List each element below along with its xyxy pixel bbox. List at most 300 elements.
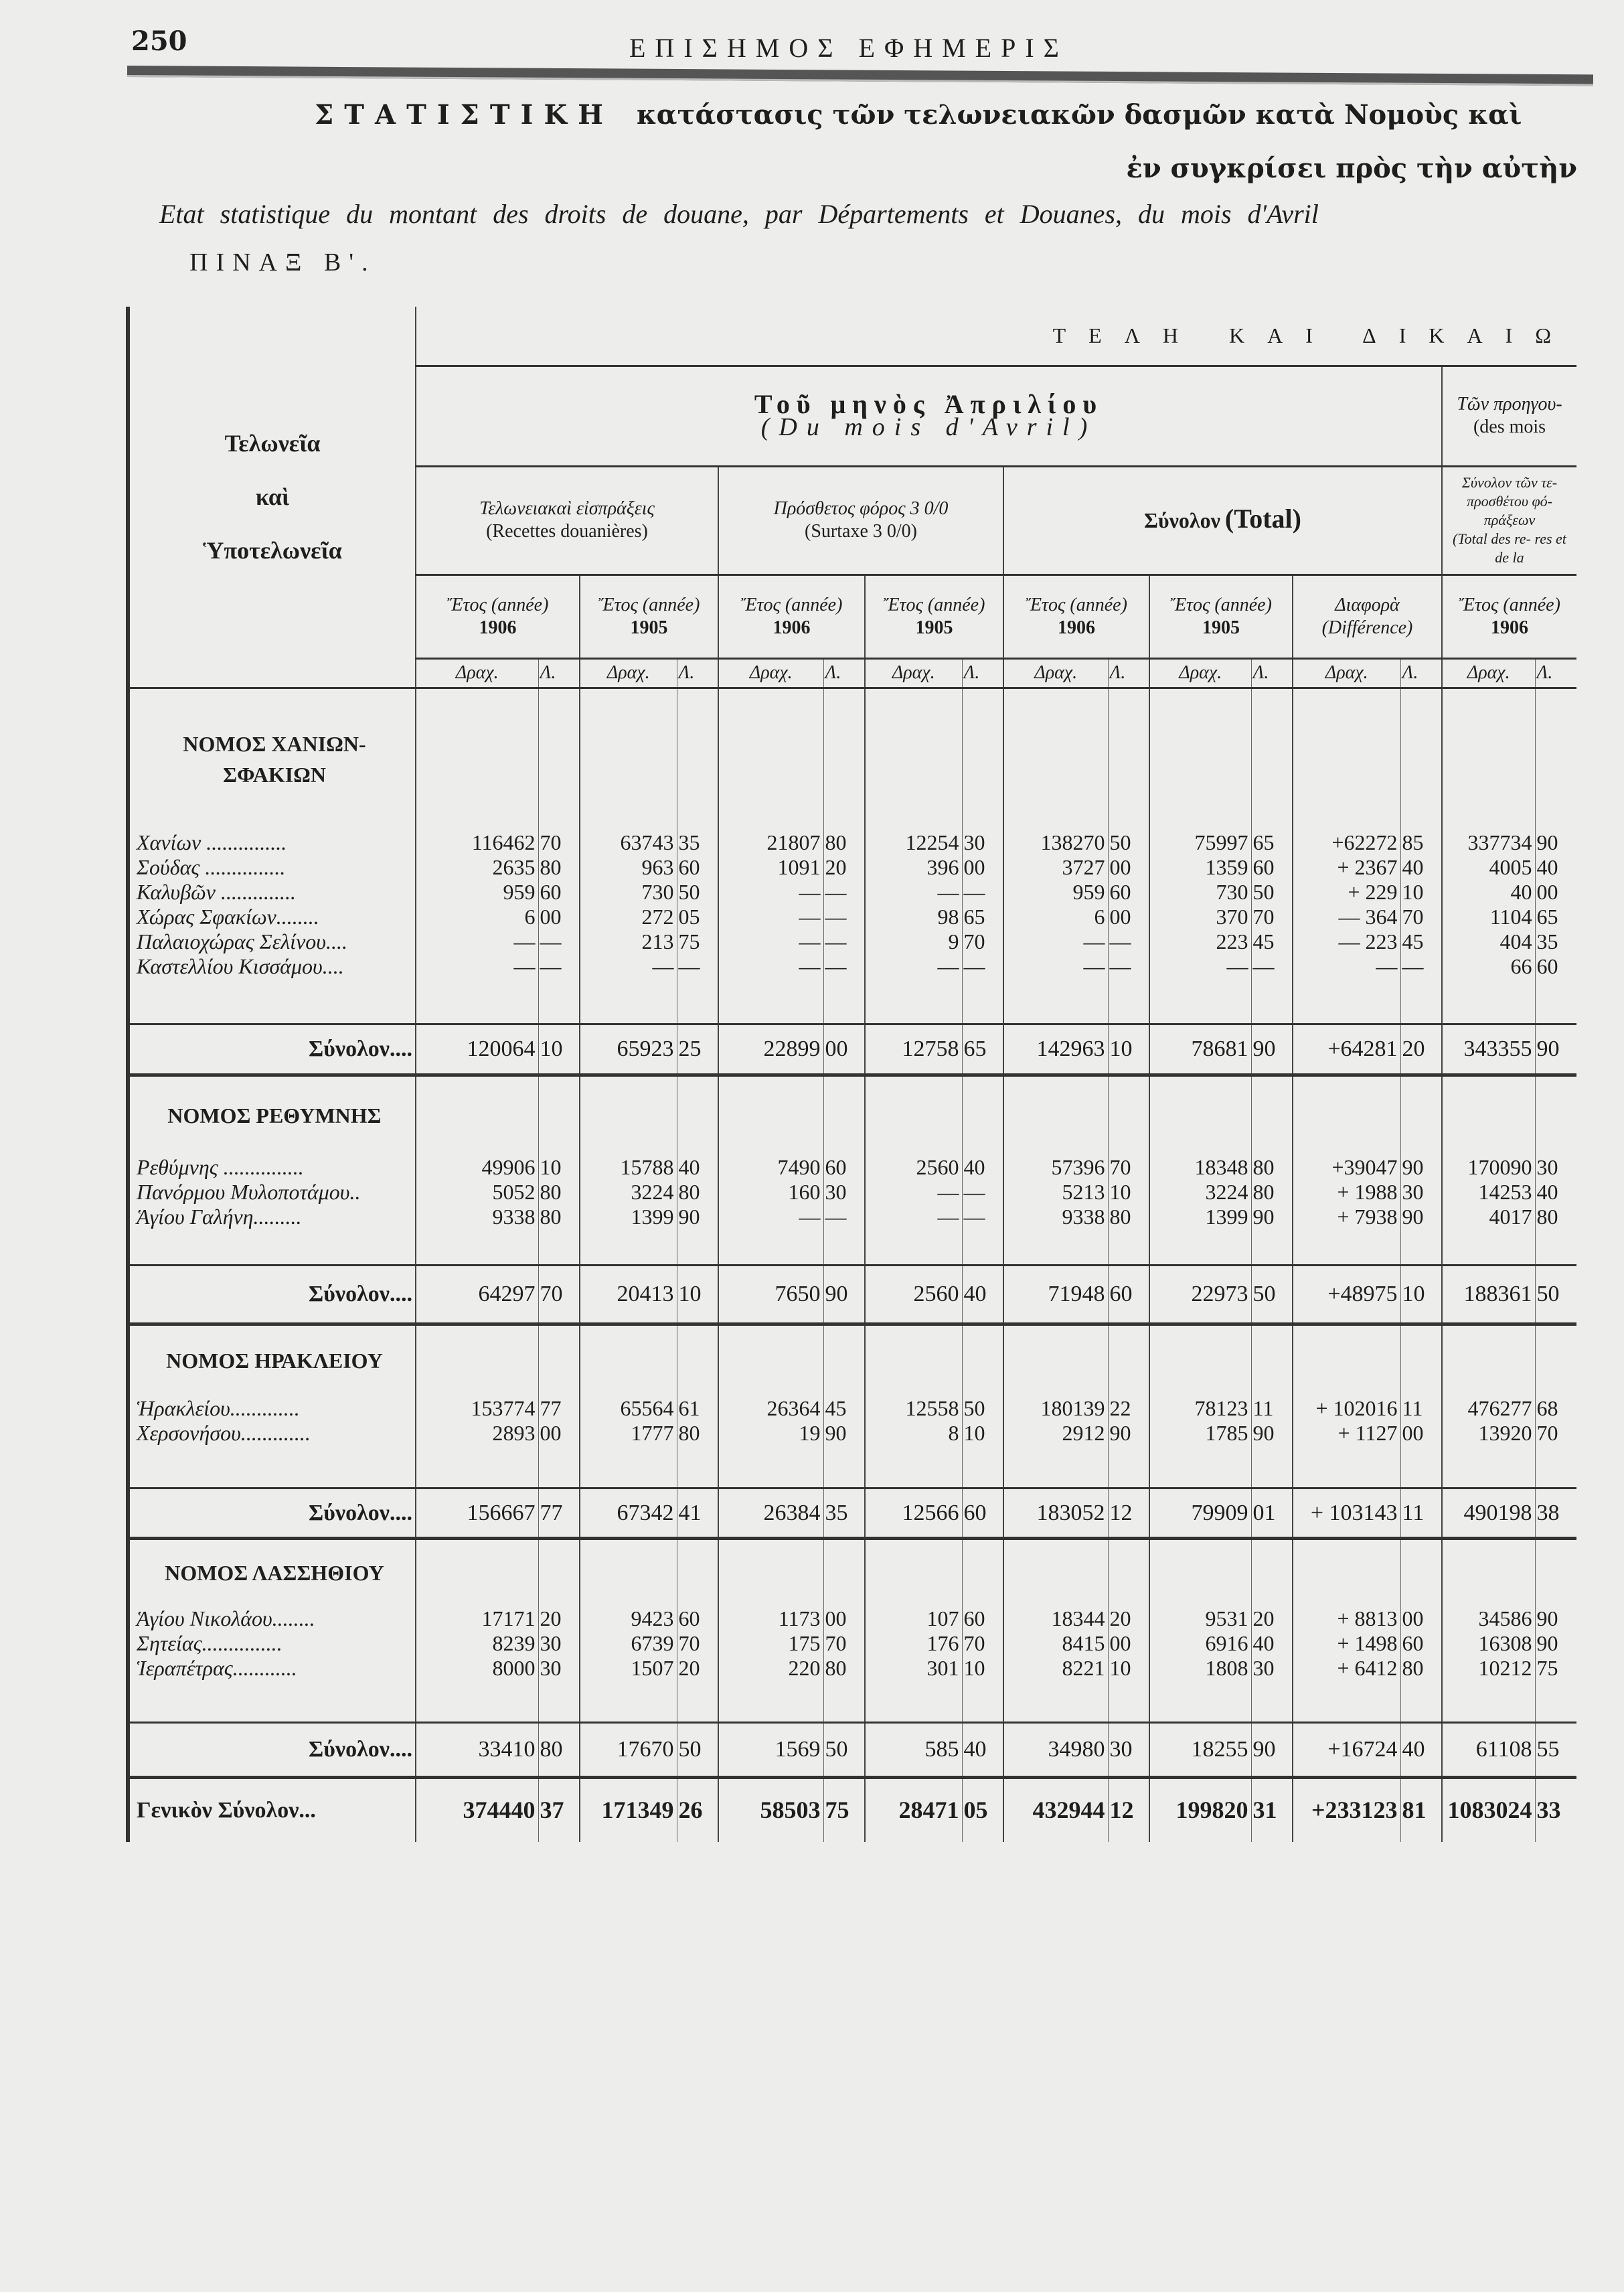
unit-lepta: Λ. (1400, 658, 1442, 688)
amount-lepta: 45 (823, 1396, 865, 1421)
amount-drachmas: 78123 (1149, 1396, 1251, 1421)
unit-drachma: Δραχ. (865, 658, 962, 688)
unit-lepta: Λ. (1108, 658, 1149, 688)
amount-lepta: 11 (1400, 1488, 1442, 1538)
amount-lepta: 20 (823, 855, 865, 880)
amount-drachmas: + 8813 (1293, 1606, 1400, 1631)
amount-lepta: 85 (1400, 830, 1442, 855)
spacer-row (128, 979, 1576, 1024)
header-recettes-greek: Τελωνειακαὶ εἰσπράξεις (479, 498, 655, 519)
amount-lepta: 33 (1535, 1777, 1576, 1842)
customs-office-name: Χώρας Σφακίων........ (128, 905, 416, 929)
customs-office-name: Ρεθύμνης ............... (128, 1155, 416, 1180)
amount-drachmas: 8 (865, 1421, 962, 1446)
amount-drachmas: +48975 (1293, 1265, 1400, 1324)
amount-drachmas: 21807 (718, 830, 823, 855)
amount-drachmas: 2893 (416, 1421, 538, 1446)
amount-drachmas: 98 (865, 905, 962, 929)
amount-drachmas: 585 (865, 1722, 962, 1777)
amount-drachmas: 3727 (1003, 855, 1108, 880)
amount-lepta: 90 (1400, 1205, 1442, 1229)
row-header-line-1: Τελωνεῖα (224, 429, 321, 457)
amount-drachmas: 301 (865, 1656, 962, 1681)
amount-drachmas: 170090 (1442, 1155, 1535, 1180)
amount-drachmas: +233123 (1293, 1777, 1400, 1842)
amount-lepta: 61 (677, 1396, 718, 1421)
amount-drachmas: 28471 (865, 1777, 962, 1842)
amount-lepta: 80 (538, 1205, 580, 1229)
amount-drachmas: — (1003, 929, 1108, 954)
amount-lepta: 00 (538, 1421, 580, 1446)
unit-lepta: Λ. (677, 658, 718, 688)
amount-lepta: 90 (1251, 1205, 1293, 1229)
amount-drachmas: 1091 (718, 855, 823, 880)
amount-drachmas: 5213 (1003, 1180, 1108, 1205)
amount-lepta: 90 (1108, 1421, 1149, 1446)
customs-office-name: Σούδας ............... (128, 855, 416, 880)
amount-drachmas: 2560 (865, 1155, 962, 1180)
amount-lepta: 10 (962, 1421, 1003, 1446)
header-month-french: (Du mois d'Avril) (760, 413, 1097, 441)
amount-drachmas: 4005 (1442, 855, 1535, 880)
amount-lepta: — (962, 1180, 1003, 1205)
amount-drachmas: — (416, 954, 538, 979)
amount-lepta: 70 (962, 1631, 1003, 1656)
amount-lepta: 90 (1251, 1024, 1293, 1075)
amount-drachmas: 22973 (1149, 1265, 1251, 1324)
amount-drachmas: 6 (1003, 905, 1108, 929)
amount-drachmas: +39047 (1293, 1155, 1400, 1180)
amount-drachmas: + 1988 (1293, 1180, 1400, 1205)
customs-office-name: Χανίων ............... (128, 830, 416, 855)
header-previous-total-french: (Total des re- res et de la (1453, 530, 1566, 566)
table-row (128, 855, 1576, 880)
amount-lepta: 30 (1400, 1180, 1442, 1205)
amount-lepta: 80 (538, 855, 580, 880)
amount-drachmas: 12758 (865, 1024, 962, 1075)
amount-drachmas: — (1003, 954, 1108, 979)
table-row (128, 954, 1576, 979)
amount-lepta: 70 (823, 1631, 865, 1656)
amount-drachmas: 176 (865, 1631, 962, 1656)
amount-lepta: 40 (1535, 855, 1576, 880)
header-surtaxe-greek: Πρόσθετος φόρος 3 0/0 (773, 498, 949, 519)
table-title (315, 99, 1522, 131)
amount-drachmas: 1808 (1149, 1656, 1251, 1681)
amount-lepta: 05 (677, 905, 718, 929)
amount-drachmas: 6 (416, 905, 538, 929)
amount-drachmas: 12566 (865, 1488, 962, 1538)
unit-lepta: Λ. (538, 658, 580, 688)
customs-office-name: Πανόρμου Μυλοποτάμου.. (128, 1180, 416, 1205)
amount-drachmas: 9531 (1149, 1606, 1251, 1631)
amount-lepta: 50 (1251, 1265, 1293, 1324)
amount-lepta: — (1251, 954, 1293, 979)
table-row (128, 1421, 1576, 1446)
amount-lepta: 10 (962, 1656, 1003, 1681)
header-month-greek: Τοῦ μηνὸς Ἀπριλίου (754, 389, 1104, 419)
department-total-row (128, 1265, 1576, 1324)
amount-lepta: 12 (1108, 1777, 1149, 1842)
header-year-value: 1906 (1058, 617, 1095, 638)
amount-lepta: — (823, 905, 865, 929)
amount-lepta: 10 (1108, 1180, 1149, 1205)
table-row (128, 880, 1576, 905)
amount-lepta: 80 (677, 1421, 718, 1446)
header-year-label: Ἔτος (année) (1459, 594, 1560, 615)
section-heading-row (128, 1324, 1576, 1396)
amount-lepta: 77 (538, 1396, 580, 1421)
amount-drachmas: 64297 (416, 1265, 538, 1324)
amount-drachmas: 183052 (1003, 1488, 1108, 1538)
amount-lepta: 31 (1251, 1777, 1293, 1842)
header-year-cell (416, 575, 580, 658)
header-previous-months (1442, 366, 1576, 466)
amount-lepta: 11 (1251, 1396, 1293, 1421)
amount-lepta: 40 (677, 1155, 718, 1180)
customs-office-name: Καστελλίου Κισσάμου.... (128, 954, 416, 979)
amount-drachmas: + 6412 (1293, 1656, 1400, 1681)
amount-lepta: 20 (1400, 1024, 1442, 1075)
header-year-value: 1906 (773, 617, 811, 638)
total-label: Σύνολον.... (128, 1024, 416, 1075)
header-year-label: Ἔτος (année) (1026, 594, 1127, 615)
amount-drachmas: 1173 (718, 1606, 823, 1631)
header-year-cell (1442, 575, 1576, 658)
header-recettes (416, 466, 718, 575)
amount-lepta: 01 (1251, 1488, 1293, 1538)
customs-office-name: Χερσονήσου............. (128, 1421, 416, 1446)
amount-lepta: 80 (1108, 1205, 1149, 1229)
amount-drachmas: — (718, 905, 823, 929)
amount-lepta: 00 (1108, 855, 1149, 880)
amount-drachmas: 1569 (718, 1722, 823, 1777)
amount-drachmas: 75997 (1149, 830, 1251, 855)
amount-lepta: 00 (823, 1024, 865, 1075)
amount-lepta: 10 (1400, 880, 1442, 905)
table-row (128, 1205, 1576, 1229)
header-month (416, 366, 1442, 466)
amount-drachmas: 18348 (1149, 1155, 1251, 1180)
amount-lepta: 40 (1400, 1722, 1442, 1777)
amount-drachmas: 7490 (718, 1155, 823, 1180)
amount-drachmas: 120064 (416, 1024, 538, 1075)
amount-drachmas: 175 (718, 1631, 823, 1656)
amount-lepta: — (962, 880, 1003, 905)
amount-lepta: 25 (677, 1024, 718, 1075)
amount-lepta: — (538, 929, 580, 954)
amount-drachmas: 34586 (1442, 1606, 1535, 1631)
spacer-row (128, 1681, 1576, 1722)
amount-lepta: 80 (823, 1656, 865, 1681)
amount-drachmas: 3224 (1149, 1180, 1251, 1205)
row-header-line-3: Ὑποτελωνεῖα (203, 536, 342, 564)
customs-office-name: Καλυβῶν .............. (128, 880, 416, 905)
header-surtaxe (718, 466, 1003, 575)
customs-duties-table (126, 307, 1576, 1842)
amount-drachmas: +64281 (1293, 1024, 1400, 1075)
amount-drachmas: 4017 (1442, 1205, 1535, 1229)
amount-drachmas: 370 (1149, 905, 1251, 929)
section-heading-row (128, 1538, 1576, 1606)
header-year-cell (865, 575, 1003, 658)
amount-lepta: 60 (1108, 1265, 1149, 1324)
amount-lepta: 00 (538, 905, 580, 929)
amount-lepta: 35 (677, 830, 718, 855)
amount-drachmas: + 2367 (1293, 855, 1400, 880)
amount-drachmas: 2560 (865, 1265, 962, 1324)
amount-drachmas: 1104 (1442, 905, 1535, 929)
title-caps: ΣΤΑΤΙΣΤΙΚΗ (315, 99, 614, 131)
amount-drachmas: + 1498 (1293, 1631, 1400, 1656)
header-year-value: 1906 (1491, 617, 1528, 638)
amount-drachmas: 17171 (416, 1606, 538, 1631)
amount-lepta: 80 (538, 1722, 580, 1777)
amount-drachmas: 959 (1003, 880, 1108, 905)
amount-lepta: 60 (823, 1155, 865, 1180)
row-header (128, 307, 416, 688)
header-year-label: Διαφορὰ (1335, 594, 1400, 615)
row-header-line-2: καὶ (255, 483, 290, 510)
amount-drachmas: 171349 (580, 1777, 677, 1842)
amount-drachmas: 26364 (718, 1396, 823, 1421)
amount-drachmas: 396 (865, 855, 962, 880)
unit-drachma: Δραχ. (1442, 658, 1535, 688)
amount-drachmas: 58503 (718, 1777, 823, 1842)
amount-drachmas: + 229 (1293, 880, 1400, 905)
amount-lepta: 00 (1108, 905, 1149, 929)
amount-drachmas: 65923 (580, 1024, 677, 1075)
header-year-label: Ἔτος (année) (740, 594, 843, 615)
amount-lepta: 65 (1251, 830, 1293, 855)
spacer-row (128, 1446, 1576, 1488)
table-row (128, 830, 1576, 855)
amount-drachmas: 476277 (1442, 1396, 1535, 1421)
amount-drachmas: 9338 (416, 1205, 538, 1229)
amount-lepta: 70 (1108, 1155, 1149, 1180)
customs-office-name: Ἱεραπέτρας............ (128, 1656, 416, 1681)
amount-drachmas: — 223 (1293, 929, 1400, 954)
amount-lepta: 00 (962, 855, 1003, 880)
amount-lepta: 60 (1251, 855, 1293, 880)
amount-lepta: 30 (823, 1180, 865, 1205)
amount-drachmas: — (1149, 954, 1251, 979)
amount-drachmas: 9338 (1003, 1205, 1108, 1229)
title-line-2: ἐν συγκρίσει πρὸς τὴν αὐτὴν (1126, 153, 1577, 184)
amount-lepta: 40 (1251, 1631, 1293, 1656)
amount-lepta: 90 (1535, 1631, 1576, 1656)
amount-drachmas: 15788 (580, 1155, 677, 1180)
section-heading-row (128, 688, 1576, 830)
amount-lepta: 50 (677, 880, 718, 905)
amount-drachmas: 213 (580, 929, 677, 954)
table-label: ΠΙΝΑΞ Β'. (189, 248, 376, 277)
amount-lepta: 70 (677, 1631, 718, 1656)
amount-drachmas: 3224 (580, 1180, 677, 1205)
unit-drachma: Δραχ. (1149, 658, 1251, 688)
amount-drachmas: 7650 (718, 1265, 823, 1324)
header-previous-french: (des mois (1473, 416, 1546, 437)
amount-lepta: 10 (538, 1155, 580, 1180)
amount-drachmas: 730 (580, 880, 677, 905)
amount-drachmas: 1777 (580, 1421, 677, 1446)
header-year-cell (1293, 575, 1442, 658)
amount-drachmas: 180139 (1003, 1396, 1108, 1421)
amount-lepta: — (962, 954, 1003, 979)
amount-drachmas: 65564 (580, 1396, 677, 1421)
amount-drachmas: + 102016 (1293, 1396, 1400, 1421)
amount-drachmas: — (865, 880, 962, 905)
department-title: ΝΟΜΟΣ ΗΡΑΚΛΕΙΟΥ (128, 1324, 416, 1396)
department-title: ΝΟΜΟΣ ΡΕΘΥΜΝΗΣ (128, 1075, 416, 1155)
amount-drachmas: — (718, 929, 823, 954)
table-row (128, 1656, 1576, 1681)
header-year-cell (1003, 575, 1149, 658)
amount-lepta: 80 (1251, 1180, 1293, 1205)
amount-lepta: 60 (538, 880, 580, 905)
amount-lepta: 65 (962, 905, 1003, 929)
section-heading-row (128, 1075, 1576, 1155)
amount-lepta: 55 (1535, 1722, 1576, 1777)
header-year-value: 1905 (915, 617, 953, 638)
amount-drachmas: 19 (718, 1421, 823, 1446)
table-row (128, 1180, 1576, 1205)
amount-drachmas: — (1293, 954, 1400, 979)
amount-lepta: 45 (1251, 929, 1293, 954)
amount-lepta: 70 (538, 1265, 580, 1324)
amount-drachmas: 490198 (1442, 1488, 1535, 1538)
amount-drachmas: 8000 (416, 1656, 538, 1681)
amount-drachmas: 1083024 (1442, 1777, 1535, 1842)
amount-drachmas: 138270 (1003, 830, 1108, 855)
unit-lepta: Λ. (1535, 658, 1576, 688)
amount-lepta: 70 (1251, 905, 1293, 929)
amount-drachmas: — (865, 954, 962, 979)
header-surtaxe-french: (Surtaxe 3 0/0) (805, 521, 917, 542)
amount-lepta: 75 (1535, 1656, 1576, 1681)
amount-drachmas: 107 (865, 1606, 962, 1631)
amount-lepta: 90 (1400, 1155, 1442, 1180)
amount-lepta: 90 (1251, 1421, 1293, 1446)
unit-drachma: Δραχ. (416, 658, 538, 688)
customs-office-name: Ἁγίου Νικολάου........ (128, 1606, 416, 1631)
amount-drachmas: 963 (580, 855, 677, 880)
amount-lepta: — (538, 954, 580, 979)
amount-lepta: 00 (1400, 1421, 1442, 1446)
amount-lepta: 80 (823, 830, 865, 855)
amount-lepta: 30 (1251, 1656, 1293, 1681)
amount-lepta: 60 (677, 1606, 718, 1631)
header-year-label: Ἔτος (année) (598, 594, 700, 615)
amount-lepta: 50 (1251, 880, 1293, 905)
table-row (128, 905, 1576, 929)
amount-drachmas: — (718, 880, 823, 905)
amount-drachmas: + 7938 (1293, 1205, 1400, 1229)
header-year-cell (718, 575, 865, 658)
amount-drachmas: 142963 (1003, 1024, 1108, 1075)
amount-drachmas: 116462 (416, 830, 538, 855)
amount-lepta: 40 (962, 1722, 1003, 1777)
amount-lepta: 50 (677, 1722, 718, 1777)
amount-lepta: 40 (962, 1265, 1003, 1324)
amount-lepta: 10 (538, 1024, 580, 1075)
amount-lepta: 70 (1400, 905, 1442, 929)
total-label: Σύνολον.... (128, 1488, 416, 1538)
amount-lepta: 90 (677, 1205, 718, 1229)
amount-lepta: 20 (677, 1656, 718, 1681)
amount-drachmas: + 1127 (1293, 1421, 1400, 1446)
amount-drachmas: 16308 (1442, 1631, 1535, 1656)
amount-lepta: 80 (1251, 1155, 1293, 1180)
customs-office-name: Ἁγίου Γαλήνη......... (128, 1205, 416, 1229)
amount-drachmas: 959 (416, 880, 538, 905)
amount-drachmas: 79909 (1149, 1488, 1251, 1538)
amount-drachmas: 337734 (1442, 830, 1535, 855)
amount-lepta: 50 (962, 1396, 1003, 1421)
header-year-value: 1906 (479, 617, 517, 638)
unit-drachma: Δραχ. (718, 658, 823, 688)
amount-lepta: 00 (1535, 880, 1576, 905)
header-year-label: Ἔτος (année) (883, 594, 985, 615)
amount-lepta: 50 (1108, 830, 1149, 855)
department-total-row (128, 1488, 1576, 1538)
amount-drachmas: 13920 (1442, 1421, 1535, 1446)
amount-drachmas: 1359 (1149, 855, 1251, 880)
amount-drachmas: 8221 (1003, 1656, 1108, 1681)
amount-lepta: 30 (1535, 1155, 1576, 1180)
amount-lepta: — (962, 1205, 1003, 1229)
header-total-french: (Total) (1224, 503, 1301, 534)
page-number: 250 (131, 25, 187, 57)
header-year-value: 1905 (630, 617, 668, 638)
amount-drachmas: 1785 (1149, 1421, 1251, 1446)
amount-lepta: 60 (962, 1488, 1003, 1538)
table-row (128, 1606, 1576, 1631)
amount-lepta: 81 (1400, 1777, 1442, 1842)
amount-drachmas: +16724 (1293, 1722, 1400, 1777)
amount-drachmas: — (718, 1205, 823, 1229)
amount-drachmas: 14253 (1442, 1180, 1535, 1205)
amount-drachmas: 343355 (1442, 1024, 1535, 1075)
amount-lepta: — (823, 880, 865, 905)
amount-lepta: 05 (962, 1777, 1003, 1842)
amount-drachmas: 63743 (580, 830, 677, 855)
amount-lepta: 80 (677, 1180, 718, 1205)
amount-lepta: 90 (823, 1265, 865, 1324)
amount-lepta: 70 (962, 929, 1003, 954)
amount-drachmas: 156667 (416, 1488, 538, 1538)
amount-lepta: 40 (1535, 1180, 1576, 1205)
unit-drachma: Δραχ. (580, 658, 677, 688)
amount-drachmas: 9423 (580, 1606, 677, 1631)
amount-lepta: 20 (1108, 1606, 1149, 1631)
amount-drachmas: 26384 (718, 1488, 823, 1538)
amount-drachmas: 18344 (1003, 1606, 1108, 1631)
amount-drachmas: — (865, 1180, 962, 1205)
amount-drachmas: 66 (1442, 954, 1535, 979)
amount-drachmas: 220 (718, 1656, 823, 1681)
amount-drachmas: 61108 (1442, 1722, 1535, 1777)
amount-lepta: — (823, 954, 865, 979)
amount-lepta: 90 (1535, 1606, 1576, 1631)
amount-drachmas: 67342 (580, 1488, 677, 1538)
amount-drachmas: 6916 (1149, 1631, 1251, 1656)
amount-lepta: 30 (538, 1631, 580, 1656)
amount-drachmas: — (416, 929, 538, 954)
grand-total-row (128, 1777, 1576, 1842)
amount-drachmas: 272 (580, 905, 677, 929)
amount-drachmas: 5052 (416, 1180, 538, 1205)
